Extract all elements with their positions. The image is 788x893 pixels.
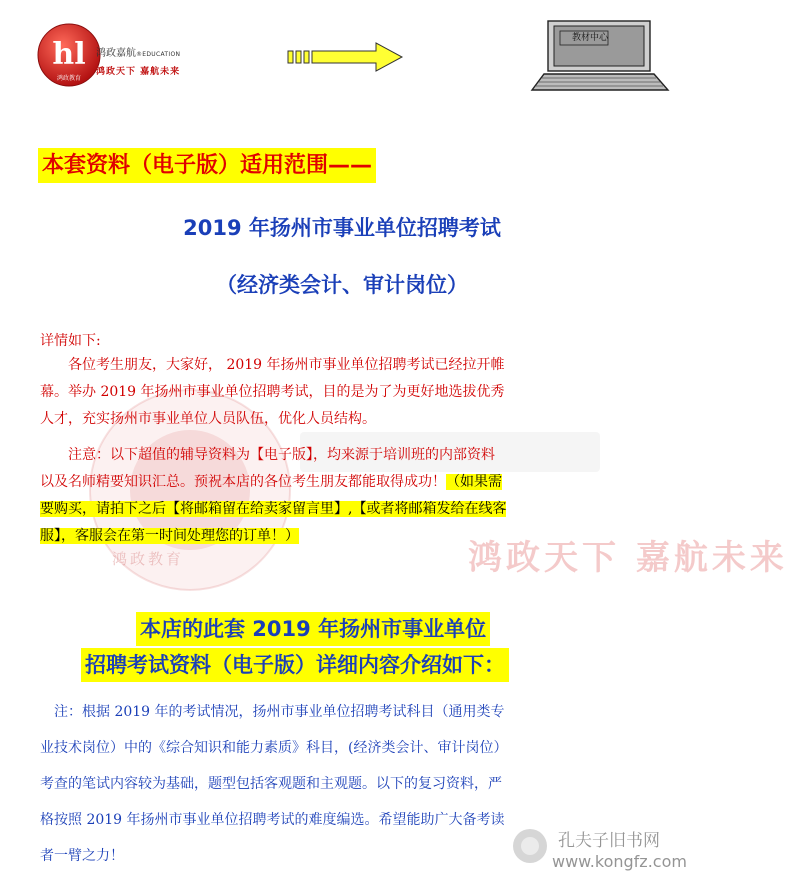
brand-name — [96, 44, 180, 59]
details-label: 详情如下: — [40, 333, 101, 349]
purchase-note: 服】，客服会在第一时间处理您的订单！） — [40, 528, 299, 544]
note-line: 格按照 2019 年扬州市事业单位招聘考试的难度编选。希望能助广大备考读 — [40, 812, 505, 828]
note-line: 注：根据 2019 年的考试情况，扬州市事业单位招聘考试科目（通用类专 — [40, 704, 505, 720]
purchase-note: （如果需 — [446, 474, 502, 490]
paragraph-line — [40, 496, 506, 523]
brand-name-text: 鸿政嘉航 — [96, 48, 136, 59]
brand-suffix: ®EDUCATION — [136, 51, 181, 58]
scope-heading: 本套资料（电子版）适用范围—— — [38, 148, 376, 183]
watermark-slogan: 鸿政天下 嘉航未来 — [468, 538, 788, 578]
paragraph-line — [40, 523, 506, 550]
paragraph-line: 人才，充实扬州市事业单位人员队伍，优化人员结构。 — [40, 411, 376, 427]
paragraph-line: 幕。举办 2019 年扬州市事业单位招聘考试，目的是为了为更好地选拔优秀 — [40, 384, 505, 400]
details-paragraph-1 — [40, 352, 505, 433]
site-watermark-name: 孔夫子旧书网 — [558, 831, 660, 851]
details-paragraph-2 — [40, 442, 506, 550]
paragraph-line — [40, 469, 506, 496]
paragraph-line: 各位考生朋友，大家好， 2019 年扬州市事业单位招聘考试已经拉开帷 — [40, 357, 505, 373]
note-line: 考查的笔试内容较为基础，题型包括客观题和主观题。以下的复习资料，严 — [40, 776, 502, 792]
brand-logo — [36, 22, 102, 88]
intro-heading-1: 本店的此套 2019 年扬州市事业单位 — [136, 612, 490, 646]
watermark-edu: 鸿政教育 — [112, 550, 185, 568]
logo-caption: 鸿政教育 — [56, 75, 82, 82]
right-arrow-icon — [288, 42, 404, 72]
site-watermark-url: www.kongfz.com — [552, 852, 687, 871]
note-line: 者一臂之力！ — [40, 848, 124, 864]
intro-heading-2: 招聘考试资料（电子版）详细内容介绍如下： — [81, 648, 509, 682]
laptop-label: 教材中心 — [571, 33, 608, 43]
paragraph-text: 以及名师精要知识汇总。预祝本店的各位考生朋友都能取得成功！ — [40, 474, 446, 490]
exam-title: 2019 年扬州市事业单位招聘考试 — [183, 216, 501, 240]
paragraph-line: 注意：以下超值的辅导资料为【电子版】，均来源于培训班的内部资料 — [40, 447, 495, 463]
kongfz-watermark-icon — [508, 826, 552, 866]
note-line: 业技术岗位）中的《综合知识和能力素质》科目，(经济类会计、审计岗位） — [40, 740, 508, 756]
exam-note — [40, 694, 507, 874]
exam-subtitle: （经济类会计、审计岗位） — [216, 273, 468, 297]
purchase-note: 要购买，请拍下之后【将邮箱留在给卖家留言里】,【或者将邮箱发给在线客 — [40, 501, 507, 517]
brand-slogan: 鸿政天下 嘉航未来 — [96, 67, 181, 77]
logo-mark: hl — [52, 37, 86, 72]
